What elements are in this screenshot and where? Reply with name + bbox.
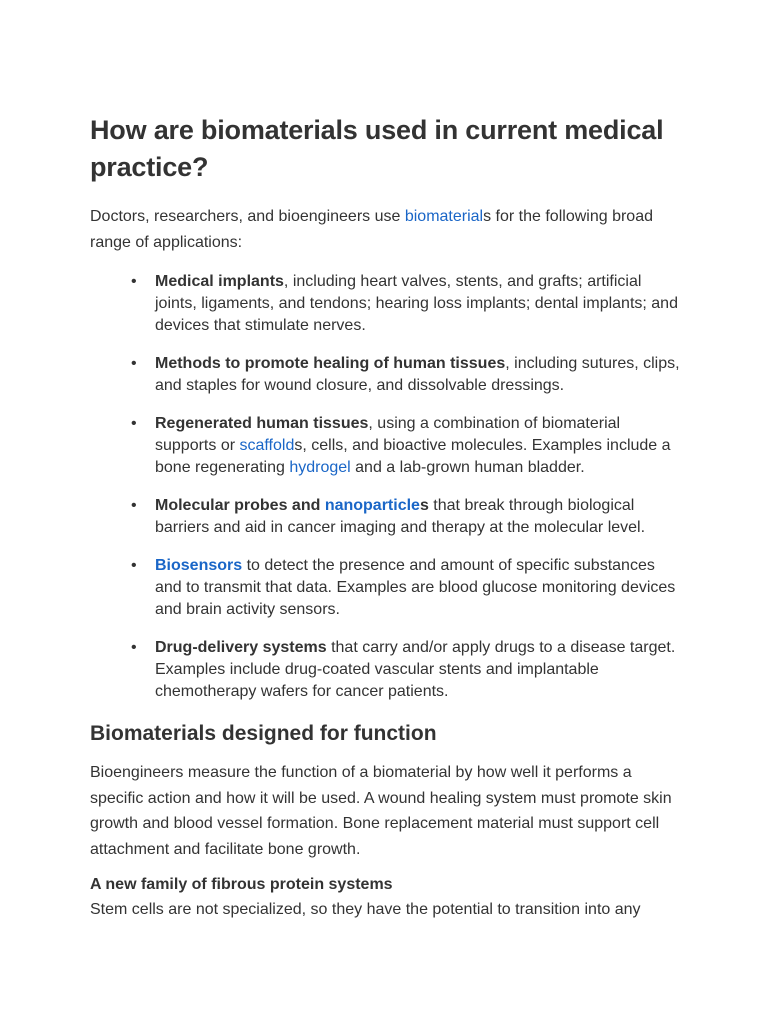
nanoparticle-link-text: nanoparticle [324,497,420,514]
list-item-text: to detect the presence and amount of specific substances and to transmit that data. Examples are blood glucose monitoring devices and brain activity sensors. [155,557,676,618]
list-item-term: Methods to promote healing of human tissues [155,355,506,372]
scaffold-link[interactable]: scaffold [239,437,295,454]
section-paragraph: Bioengineers measure the function of a biomaterial by how well it performs a specific action and how it will be used. A wound healing system must promote skin growth and blood vessel formation. Bone replacement material must support cell attachment and facilitate bone growth. [90,764,672,858]
list-item-term-suffix: s [419,497,429,514]
intro-text-after: s for the following broad range of applications: [90,208,653,251]
article-body [90,112,680,922]
list-item-text: , including sutures, clips, and staples for wound closure, and dissolvable dressings. [155,355,680,394]
subheading: A new family of fibrous protein systems [90,876,393,893]
list-item-text: , including heart valves, stents, and grafts; artificial joints, ligaments, and tendons; hearing loss implants; dental implants; and devices that stimulate nerves. [155,273,678,334]
list-item-regenerated-tissues [131,413,680,479]
list-item-molecular-probes [131,495,680,539]
nanoparticle-link[interactable] [325,497,420,514]
list-item-term: Drug-delivery systems [155,639,327,656]
bullet-icon: • [131,639,137,656]
list-item-text: that break through biological barriers and aid in cancer imaging and therapy at the molecular level. [155,497,646,536]
bullet-icon: • [131,415,137,432]
section-heading: Biomaterials designed for function [90,722,437,745]
hydrogel-link[interactable]: hydrogel [289,459,351,476]
list-item-drug-delivery [131,637,680,703]
list-item-text: s, cells, and bioactive molecules. Examples include a bone regenerating [155,437,671,476]
bullet-icon: • [131,355,137,372]
list-item-text: that carry and/or apply drugs to a disease target. Examples include drug-coated vascular stents and implantable chemotherapy wafers for cancer patients. [155,639,676,700]
list-item-medical-implants [131,271,680,337]
applications-list [90,271,680,703]
list-item-text: and a lab-grown human bladder. [350,459,585,476]
biomaterial-link[interactable]: biomaterial [404,208,484,225]
list-item-biosensors [131,555,680,621]
list-item-text: , using a combination of biomaterial supports or [155,415,621,454]
intro-text-before: Doctors, researchers, and bioengineers use [90,208,405,225]
sub-paragraph: Stem cells are not specialized, so they have the potential to transition into any [90,901,641,918]
list-item-term: Molecular probes and [155,497,325,514]
list-item-term: Regenerated human tissues [155,415,369,432]
biosensors-link[interactable] [155,557,242,574]
page-title: How are biomaterials used in current medical practice? [90,115,664,182]
bullet-icon: • [131,273,137,290]
biosensors-link-text: Biosensors [155,557,243,574]
list-item-term: Medical implants [155,273,284,290]
bullet-icon: • [131,557,137,574]
list-item-healing-methods [131,353,680,397]
bullet-icon: • [131,497,137,514]
intro-paragraph [90,204,680,256]
